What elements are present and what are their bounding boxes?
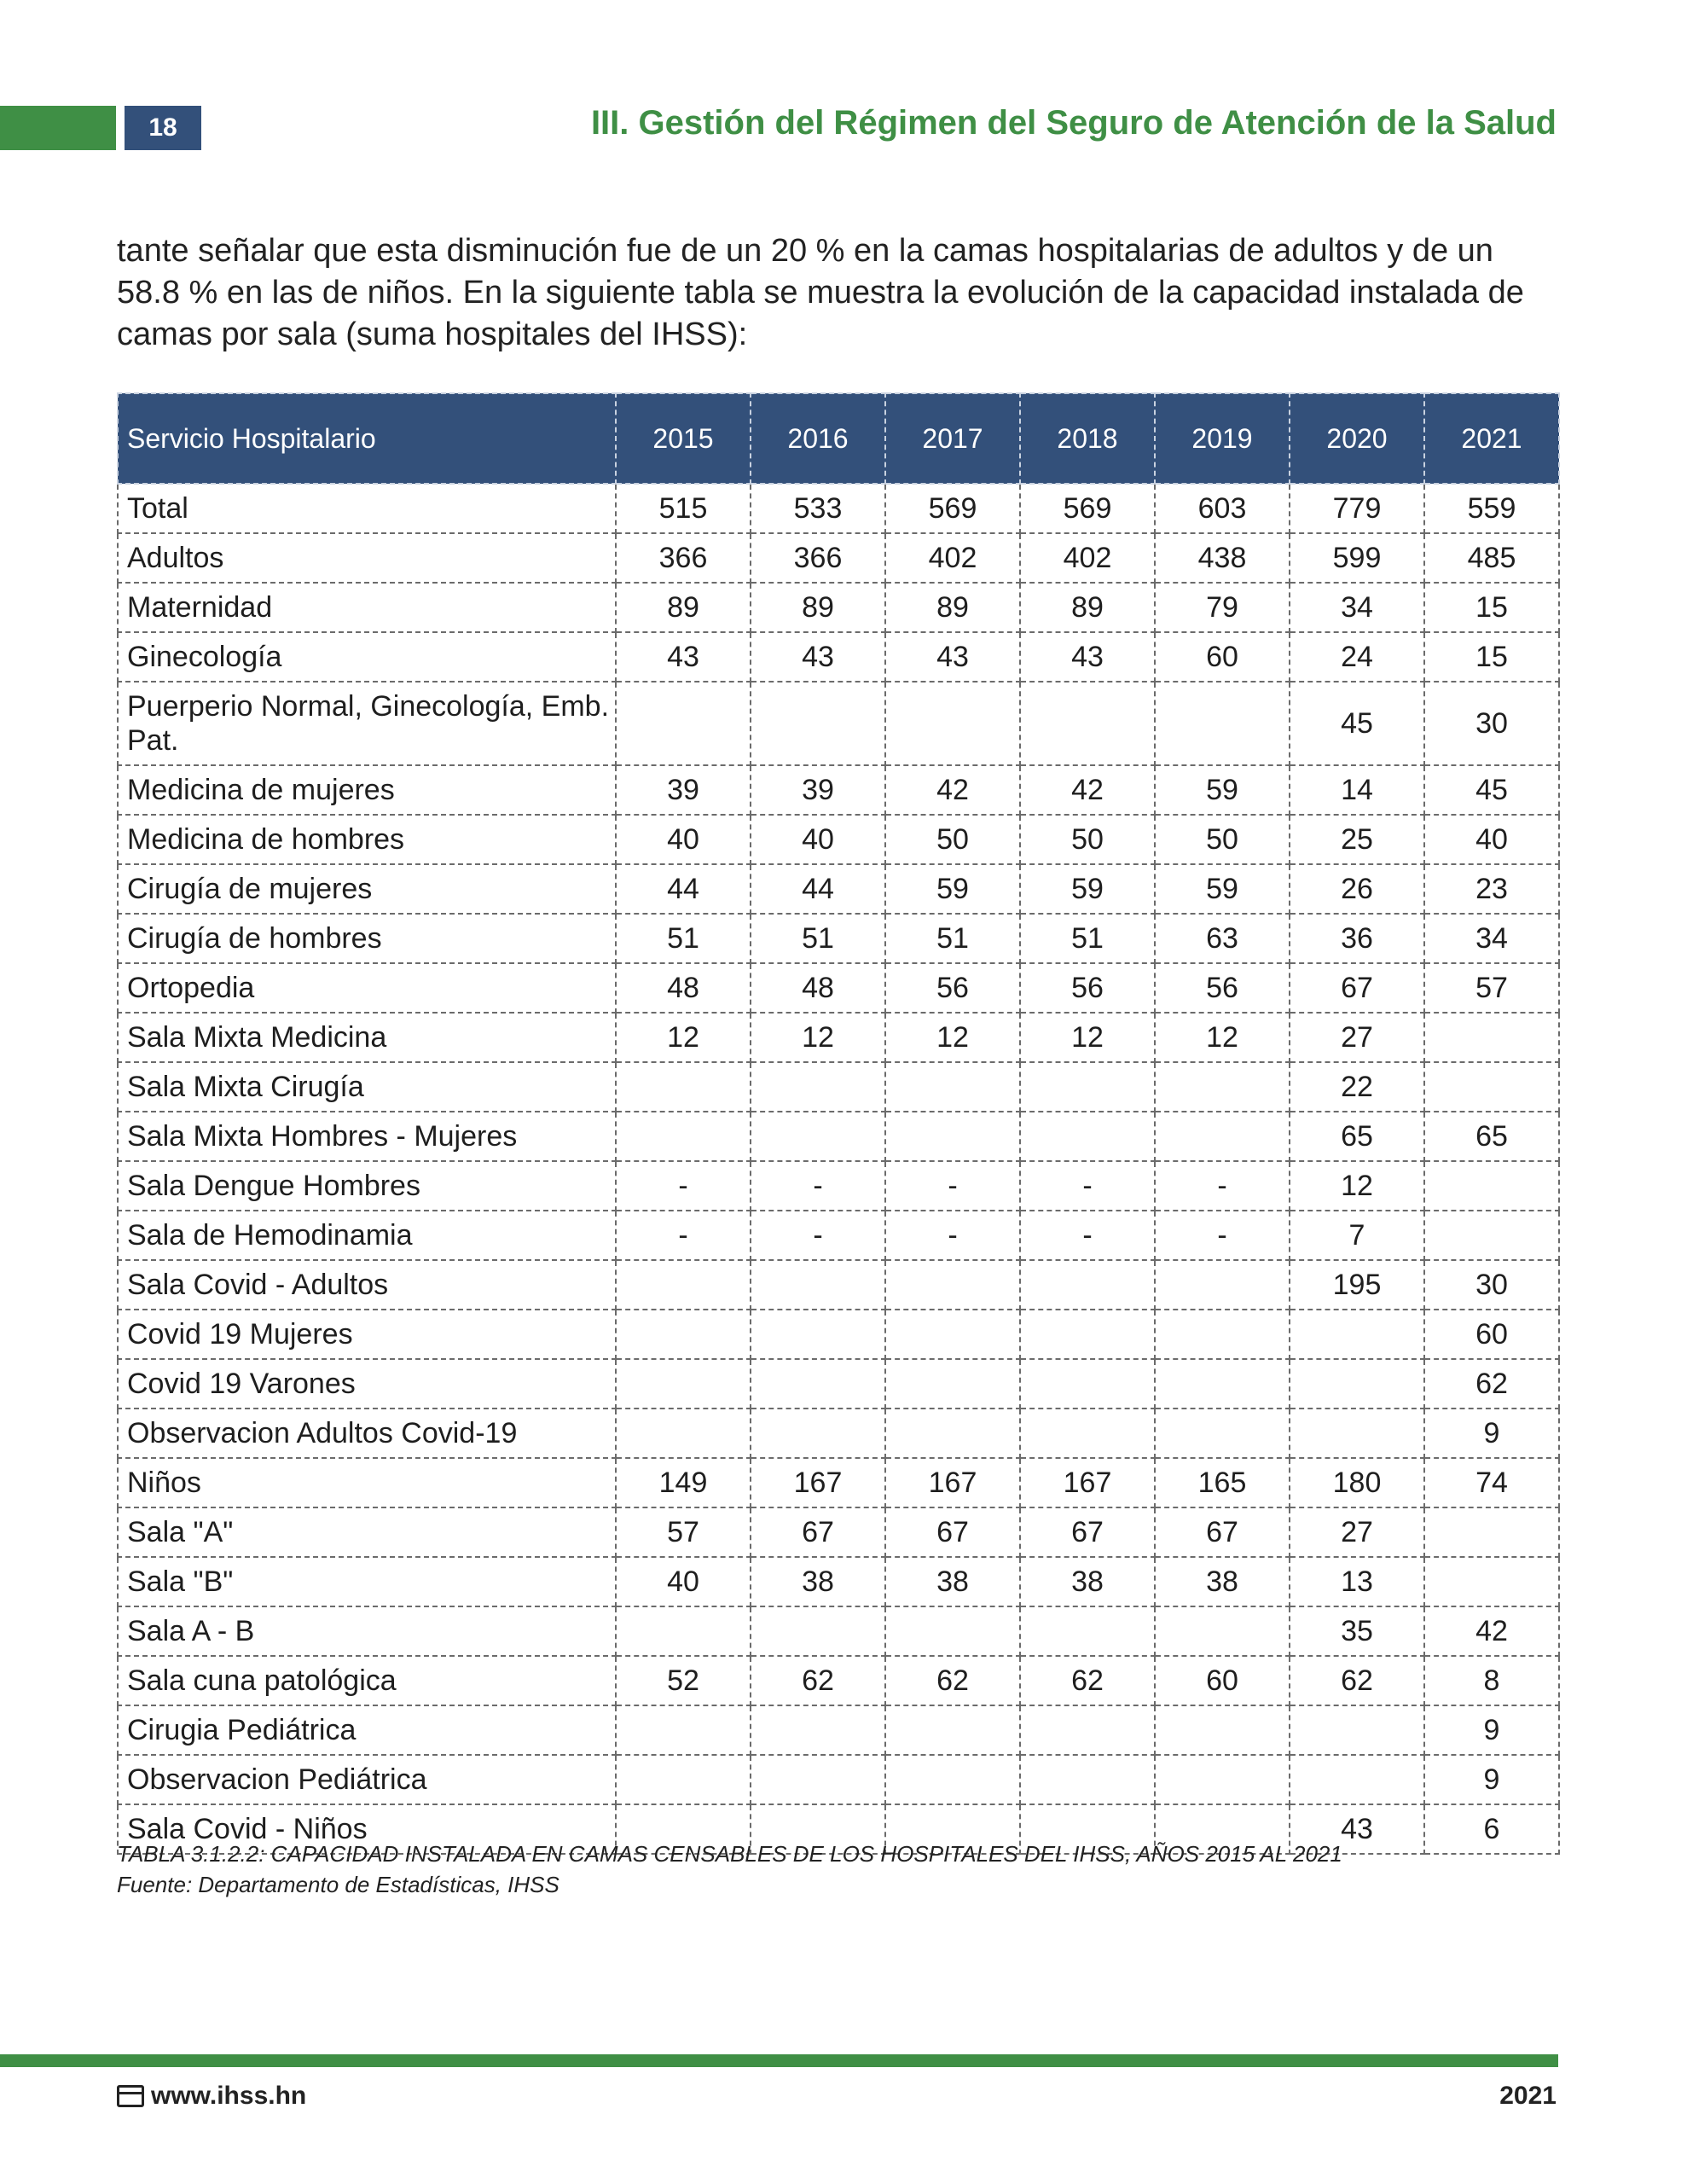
table-cell: 62 [885, 1656, 1020, 1705]
table-cell [616, 1310, 751, 1359]
row-label: Sala Covid - Niños [118, 1804, 616, 1854]
table-cell: 30 [1424, 1260, 1559, 1310]
table-cell [616, 1409, 751, 1458]
row-label: Ginecología [118, 632, 616, 682]
table-row [118, 1458, 1559, 1507]
table-cell [1155, 1310, 1290, 1359]
table-cell: 43 [616, 632, 751, 682]
footer-website[interactable] [117, 2082, 306, 2111]
table-cell: 48 [751, 963, 885, 1013]
table-header-row [118, 393, 1559, 484]
table-cell: 34 [1424, 914, 1559, 963]
table-cell: 56 [885, 963, 1020, 1013]
table-cell: 149 [616, 1458, 751, 1507]
row-label: Cirugía de mujeres [118, 864, 616, 914]
table-cell: 59 [1155, 765, 1290, 815]
table-cell: 35 [1290, 1606, 1424, 1656]
row-label: Sala Covid - Adultos [118, 1260, 616, 1310]
table-cell: 51 [1020, 914, 1155, 963]
table-cell: 599 [1290, 533, 1424, 583]
table-cell [885, 1606, 1020, 1656]
table-row [118, 1755, 1559, 1804]
table-cell: 51 [885, 914, 1020, 963]
table-cell [1020, 1409, 1155, 1458]
table-cell: 62 [1020, 1656, 1155, 1705]
table-cell: 42 [1424, 1606, 1559, 1656]
table-cell: 67 [1155, 1507, 1290, 1557]
table-row [118, 1557, 1559, 1606]
table-cell [616, 1260, 751, 1310]
table-cell: 12 [616, 1013, 751, 1062]
table-cell: 36 [1290, 914, 1424, 963]
table-cell: 79 [1155, 583, 1290, 632]
table-cell: 43 [885, 632, 1020, 682]
table-cell [1424, 1062, 1559, 1112]
table-cell: 559 [1424, 484, 1559, 533]
table-cell: 38 [885, 1557, 1020, 1606]
table-cell [885, 1260, 1020, 1310]
table-cell: 44 [616, 864, 751, 914]
row-label: Niños [118, 1458, 616, 1507]
table-cell [1155, 1409, 1290, 1458]
table-cell: 39 [616, 765, 751, 815]
table-cell [1020, 1606, 1155, 1656]
table-cell: 60 [1155, 1656, 1290, 1705]
table-cell: 402 [885, 533, 1020, 583]
table-cell [1290, 1409, 1424, 1458]
table-cell: 59 [1020, 864, 1155, 914]
beds-table-container [117, 392, 1558, 1855]
table-cell: 74 [1424, 1458, 1559, 1507]
table-cell [751, 682, 885, 765]
column-header: 2016 [751, 393, 885, 484]
table-cell [1424, 1013, 1559, 1062]
row-label: Observacion Adultos Covid-19 [118, 1409, 616, 1458]
table-cell [1424, 1557, 1559, 1606]
table-cell [1020, 682, 1155, 765]
table-cell [1020, 1062, 1155, 1112]
table-cell: 63 [1155, 914, 1290, 963]
column-header: 2021 [1424, 393, 1559, 484]
table-cell: 43 [751, 632, 885, 682]
table-cell [751, 1606, 885, 1656]
row-label: Sala "B" [118, 1557, 616, 1606]
table-cell: 59 [1155, 864, 1290, 914]
row-label: Sala Mixta Medicina [118, 1013, 616, 1062]
table-cell: 167 [885, 1458, 1020, 1507]
table-cell: 57 [1424, 963, 1559, 1013]
row-label: Puerperio Normal, Ginecología, Emb. Pat. [118, 682, 616, 765]
table-cell [885, 1062, 1020, 1112]
table-cell: 65 [1424, 1112, 1559, 1161]
table-row [118, 583, 1559, 632]
table-cell: - [616, 1211, 751, 1260]
table-cell [616, 682, 751, 765]
table-cell: 60 [1424, 1310, 1559, 1359]
table-cell: 42 [1020, 765, 1155, 815]
table-cell: 366 [616, 533, 751, 583]
table-cell: 48 [616, 963, 751, 1013]
table-cell: 167 [1020, 1458, 1155, 1507]
table-cell [885, 1359, 1020, 1409]
table-cell [616, 1606, 751, 1656]
table-cell: 57 [616, 1507, 751, 1557]
table-cell: 25 [1290, 815, 1424, 864]
table-row [118, 1161, 1559, 1211]
table-cell [885, 1755, 1020, 1804]
table-cell: 42 [885, 765, 1020, 815]
table-row [118, 1211, 1559, 1260]
row-label: Sala "A" [118, 1507, 616, 1557]
table-caption [117, 1838, 1342, 1900]
table-cell [616, 1359, 751, 1409]
table-cell: 44 [751, 864, 885, 914]
table-cell [1155, 1606, 1290, 1656]
column-header: 2018 [1020, 393, 1155, 484]
table-cell: 40 [1424, 815, 1559, 864]
table-cell: - [616, 1161, 751, 1211]
table-cell [1020, 1705, 1155, 1755]
column-header: 2020 [1290, 393, 1424, 484]
table-cell [1290, 1705, 1424, 1755]
table-row [118, 815, 1559, 864]
table-cell [1155, 1705, 1290, 1755]
table-cell: 27 [1290, 1013, 1424, 1062]
table-cell [751, 1260, 885, 1310]
row-label: Cirugía de hombres [118, 914, 616, 963]
table-cell [1020, 1359, 1155, 1409]
table-cell: 366 [751, 533, 885, 583]
table-cell [885, 1705, 1020, 1755]
table-cell: 26 [1290, 864, 1424, 914]
table-cell [751, 1310, 885, 1359]
table-cell [1424, 1211, 1559, 1260]
table-cell: 50 [1155, 815, 1290, 864]
table-cell [1020, 1112, 1155, 1161]
table-cell [1424, 1507, 1559, 1557]
table-cell: 438 [1155, 533, 1290, 583]
table-row [118, 1013, 1559, 1062]
table-cell [1155, 1062, 1290, 1112]
row-label: Sala Mixta Cirugía [118, 1062, 616, 1112]
table-cell [1155, 1112, 1290, 1161]
table-cell: 50 [1020, 815, 1155, 864]
table-row [118, 914, 1559, 963]
section-title: III. Gestión del Régimen del Seguro de Atención de la Salud [590, 104, 1557, 142]
table-cell [885, 682, 1020, 765]
footer-year: 2021 [1499, 2082, 1557, 2110]
website-link[interactable]: www.ihss.hn [151, 2082, 307, 2110]
table-row [118, 1656, 1559, 1705]
table-cell: 12 [751, 1013, 885, 1062]
row-label: Covid 19 Mujeres [118, 1310, 616, 1359]
table-row [118, 1062, 1559, 1112]
table-cell: 67 [1020, 1507, 1155, 1557]
table-cell: 89 [616, 583, 751, 632]
caption-source: Fuente: Departamento de Estadísticas, IHSS [117, 1872, 559, 1897]
table-cell: 12 [1290, 1161, 1424, 1211]
table-cell: 38 [751, 1557, 885, 1606]
table-cell [1020, 1310, 1155, 1359]
row-label: Sala cuna patológica [118, 1656, 616, 1705]
intro-paragraph: tante señalar que esta disminución fue de un 20 % en la camas hospitalarias de adultos y de un 58.8 % en las de niños. En la siguiente tabla se muestra la evolución de la capacidad instalada de camas por sala (suma hospitales del IHSS): [117, 233, 1524, 352]
table-cell [1020, 1260, 1155, 1310]
table-cell [616, 1062, 751, 1112]
table-cell: - [751, 1161, 885, 1211]
table-cell: - [1155, 1161, 1290, 1211]
table-row [118, 963, 1559, 1013]
table-cell: 45 [1290, 682, 1424, 765]
table-cell: 603 [1155, 484, 1290, 533]
row-label: Medicina de hombres [118, 815, 616, 864]
table-cell: 60 [1155, 632, 1290, 682]
table-cell: 14 [1290, 765, 1424, 815]
table-cell: - [751, 1211, 885, 1260]
table-row [118, 1705, 1559, 1755]
table-cell [885, 1310, 1020, 1359]
table-cell: 62 [751, 1656, 885, 1705]
table-cell: 195 [1290, 1260, 1424, 1310]
beds-table [117, 392, 1560, 1855]
table-row [118, 484, 1559, 533]
table-row [118, 1310, 1559, 1359]
caption-title: TABLA 3.1.2.2: CAPACIDAD INSTALADA EN CAMAS CENSABLES DE LOS HOSPITALES DEL IHSS, AÑOS 2015 AL 2021 [117, 1841, 1342, 1867]
table-cell: 402 [1020, 533, 1155, 583]
table-cell [616, 1112, 751, 1161]
table-cell: 15 [1424, 583, 1559, 632]
table-cell: 67 [751, 1507, 885, 1557]
table-cell: - [885, 1161, 1020, 1211]
table-cell [1155, 1260, 1290, 1310]
table-cell: 24 [1290, 632, 1424, 682]
table-cell: 569 [885, 484, 1020, 533]
table-cell: 6 [1424, 1804, 1559, 1854]
row-label: Sala de Hemodinamia [118, 1211, 616, 1260]
table-cell: 23 [1424, 864, 1559, 914]
table-cell: 27 [1290, 1507, 1424, 1557]
table-body [118, 484, 1559, 1854]
table-cell [1424, 1161, 1559, 1211]
table-cell: 56 [1155, 963, 1290, 1013]
table-cell: 52 [616, 1656, 751, 1705]
table-cell: 38 [1020, 1557, 1155, 1606]
table-cell: 67 [1290, 963, 1424, 1013]
table-cell [1155, 1359, 1290, 1409]
table-cell: 167 [751, 1458, 885, 1507]
browser-window-icon [117, 2085, 144, 2107]
header-accent-bar [0, 106, 116, 150]
table-cell: 51 [616, 914, 751, 963]
table-cell: 13 [1290, 1557, 1424, 1606]
table-cell: - [1020, 1161, 1155, 1211]
table-cell [751, 1705, 885, 1755]
row-label: Medicina de mujeres [118, 765, 616, 815]
table-cell: 485 [1424, 533, 1559, 583]
table-cell: 7 [1290, 1211, 1424, 1260]
table-row [118, 1507, 1559, 1557]
column-header: 2017 [885, 393, 1020, 484]
table-cell: 779 [1290, 484, 1424, 533]
table-cell: - [1155, 1211, 1290, 1260]
table-row [118, 632, 1559, 682]
page-number: 18 [125, 106, 201, 150]
table-cell: 40 [751, 815, 885, 864]
table-cell [616, 1705, 751, 1755]
table-cell: 8 [1424, 1656, 1559, 1705]
column-header: 2015 [616, 393, 751, 484]
table-row [118, 1260, 1559, 1310]
table-cell [885, 1112, 1020, 1161]
table-cell: 30 [1424, 682, 1559, 765]
row-label: Sala A - B [118, 1606, 616, 1656]
row-label: Adultos [118, 533, 616, 583]
table-row [118, 1409, 1559, 1458]
table-cell: 43 [1290, 1804, 1424, 1854]
table-cell: 180 [1290, 1458, 1424, 1507]
table-row [118, 1112, 1559, 1161]
table-cell [751, 1755, 885, 1804]
table-cell: 62 [1290, 1656, 1424, 1705]
table-row [118, 864, 1559, 914]
table-cell: 89 [1020, 583, 1155, 632]
table-cell: 89 [885, 583, 1020, 632]
table-cell: 45 [1424, 765, 1559, 815]
table-cell: 38 [1155, 1557, 1290, 1606]
table-cell [885, 1409, 1020, 1458]
table-cell: 65 [1290, 1112, 1424, 1161]
table-cell [751, 1112, 885, 1161]
row-label: Ortopedia [118, 963, 616, 1013]
table-row [118, 1359, 1559, 1409]
table-cell [751, 1062, 885, 1112]
table-cell: 569 [1020, 484, 1155, 533]
table-row [118, 765, 1559, 815]
row-label: Maternidad [118, 583, 616, 632]
table-cell [751, 1359, 885, 1409]
table-cell: 43 [1020, 632, 1155, 682]
table-cell: 12 [1155, 1013, 1290, 1062]
table-cell: 9 [1424, 1755, 1559, 1804]
table-cell: 40 [616, 815, 751, 864]
table-cell: 165 [1155, 1458, 1290, 1507]
table-cell: 533 [751, 484, 885, 533]
table-cell: 9 [1424, 1409, 1559, 1458]
table-cell: 515 [616, 484, 751, 533]
table-cell [1290, 1310, 1424, 1359]
footer-accent-bar [0, 2054, 1558, 2067]
table-cell: - [1020, 1211, 1155, 1260]
table-cell: 39 [751, 765, 885, 815]
table-cell: - [885, 1211, 1020, 1260]
row-label: Covid 19 Varones [118, 1359, 616, 1409]
column-header: Servicio Hospitalario [118, 393, 616, 484]
table-cell: 12 [1020, 1013, 1155, 1062]
table-cell [1020, 1755, 1155, 1804]
table-cell [1290, 1359, 1424, 1409]
table-cell: 50 [885, 815, 1020, 864]
table-cell [751, 1409, 885, 1458]
table-cell: 62 [1424, 1359, 1559, 1409]
table-cell: 89 [751, 583, 885, 632]
table-cell: 67 [885, 1507, 1020, 1557]
table-cell: 59 [885, 864, 1020, 914]
table-cell [1290, 1755, 1424, 1804]
table-cell [1155, 682, 1290, 765]
table-cell: 12 [885, 1013, 1020, 1062]
row-label: Sala Dengue Hombres [118, 1161, 616, 1211]
row-label: Total [118, 484, 616, 533]
column-header: 2019 [1155, 393, 1290, 484]
row-label: Observacion Pediátrica [118, 1755, 616, 1804]
table-cell [616, 1755, 751, 1804]
table-cell: 40 [616, 1557, 751, 1606]
table-cell: 56 [1020, 963, 1155, 1013]
table-row [118, 682, 1559, 765]
row-label: Cirugia Pediátrica [118, 1705, 616, 1755]
table-cell: 9 [1424, 1705, 1559, 1755]
table-cell [1155, 1755, 1290, 1804]
table-row [118, 533, 1559, 583]
table-cell: 34 [1290, 583, 1424, 632]
row-label: Sala Mixta Hombres - Mujeres [118, 1112, 616, 1161]
table-cell: 15 [1424, 632, 1559, 682]
table-cell: 22 [1290, 1062, 1424, 1112]
table-cell: 51 [751, 914, 885, 963]
table-row [118, 1606, 1559, 1656]
